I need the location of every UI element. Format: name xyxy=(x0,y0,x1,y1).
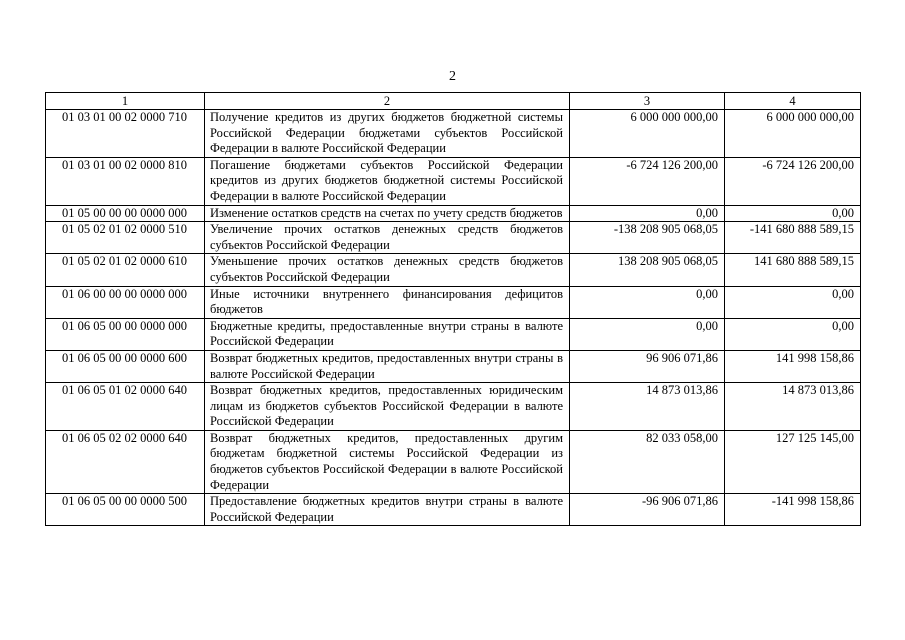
table-body xyxy=(46,110,861,526)
row-value-3: 138 208 905 068,05 xyxy=(570,254,725,286)
page-number: 2 xyxy=(449,69,456,84)
row-value-4: 6 000 000 000,00 xyxy=(725,110,861,158)
budget-sources-table xyxy=(45,92,861,526)
table-row xyxy=(46,383,861,431)
row-value-4: -141 998 158,86 xyxy=(725,494,861,526)
table-row xyxy=(46,157,861,205)
row-code: 01 03 01 00 02 0000 810 xyxy=(46,157,205,205)
row-code: 01 05 02 01 02 0000 610 xyxy=(46,254,205,286)
row-value-3: -138 208 905 068,05 xyxy=(570,222,725,254)
row-value-4: -6 724 126 200,00 xyxy=(725,157,861,205)
row-value-4: 0,00 xyxy=(725,318,861,350)
row-name: Иные источники внутреннего финансирования дефицитов бюджетов xyxy=(205,286,570,318)
row-value-3: 6 000 000 000,00 xyxy=(570,110,725,158)
row-value-3: 0,00 xyxy=(570,205,725,222)
header-cell-name: 2 xyxy=(205,93,570,110)
table-row xyxy=(46,430,861,493)
table-row xyxy=(46,494,861,526)
table-row xyxy=(46,222,861,254)
table-row xyxy=(46,350,861,382)
row-name: Уменьшение прочих остатков денежных средств бюджетов субъектов Российской Федерации xyxy=(205,254,570,286)
row-value-4: 141 998 158,86 xyxy=(725,350,861,382)
row-code: 01 03 01 00 02 0000 710 xyxy=(46,110,205,158)
row-name: Получение кредитов из других бюджетов бюджетной системы Российской Федерации бюджетами субъектов Российской Федерации в валюте Российской Федерации xyxy=(205,110,570,158)
row-value-4: 14 873 013,86 xyxy=(725,383,861,431)
row-code: 01 05 00 00 00 0000 000 xyxy=(46,205,205,222)
row-code: 01 06 05 00 00 0000 600 xyxy=(46,350,205,382)
row-code: 01 06 00 00 00 0000 000 xyxy=(46,286,205,318)
table-row xyxy=(46,254,861,286)
table-row xyxy=(46,318,861,350)
table-row xyxy=(46,205,861,222)
row-code: 01 05 02 01 02 0000 510 xyxy=(46,222,205,254)
row-name: Погашение бюджетами субъектов Российской Федерации кредитов из других бюджетов бюджетной системы Российской Федерации в валюте Российской Федерации xyxy=(205,157,570,205)
row-code: 01 06 05 00 00 0000 000 xyxy=(46,318,205,350)
header-cell-code: 1 xyxy=(46,93,205,110)
row-value-4: -141 680 888 589,15 xyxy=(725,222,861,254)
row-name: Возврат бюджетных кредитов, предоставленных внутри страны в валюте Российской Федерации xyxy=(205,350,570,382)
row-value-3: 0,00 xyxy=(570,318,725,350)
row-value-3: 82 033 058,00 xyxy=(570,430,725,493)
row-value-4: 0,00 xyxy=(725,205,861,222)
table-row xyxy=(46,286,861,318)
header-cell-value-4: 4 xyxy=(725,93,861,110)
table-header xyxy=(46,93,861,110)
row-name: Изменение остатков средств на счетах по учету средств бюджетов xyxy=(205,205,570,222)
row-value-4: 0,00 xyxy=(725,286,861,318)
row-code: 01 06 05 02 02 0000 640 xyxy=(46,430,205,493)
row-name: Возврат бюджетных кредитов, предоставленных другим бюджетам бюджетной системы Российской Федерации из бюджетов субъектов Российской Федерации в валюте Российской Федерации xyxy=(205,430,570,493)
row-code: 01 06 05 00 00 0000 500 xyxy=(46,494,205,526)
row-code: 01 06 05 01 02 0000 640 xyxy=(46,383,205,431)
row-name: Увеличение прочих остатков денежных средств бюджетов субъектов Российской Федерации xyxy=(205,222,570,254)
header-cell-value-3: 3 xyxy=(570,93,725,110)
row-value-3: 14 873 013,86 xyxy=(570,383,725,431)
header-row xyxy=(46,93,861,110)
row-name: Возврат бюджетных кредитов, предоставленных юридическим лицам из бюджетов субъектов Российской Федерации в валюте Российской Федерации xyxy=(205,383,570,431)
row-value-3: 96 906 071,86 xyxy=(570,350,725,382)
table-row xyxy=(46,110,861,158)
row-value-4: 141 680 888 589,15 xyxy=(725,254,861,286)
row-value-3: -96 906 071,86 xyxy=(570,494,725,526)
row-value-3: 0,00 xyxy=(570,286,725,318)
row-value-4: 127 125 145,00 xyxy=(725,430,861,493)
row-name: Предоставление бюджетных кредитов внутри страны в валюте Российской Федерации xyxy=(205,494,570,526)
row-name: Бюджетные кредиты, предоставленные внутри страны в валюте Российской Федерации xyxy=(205,318,570,350)
row-value-3: -6 724 126 200,00 xyxy=(570,157,725,205)
